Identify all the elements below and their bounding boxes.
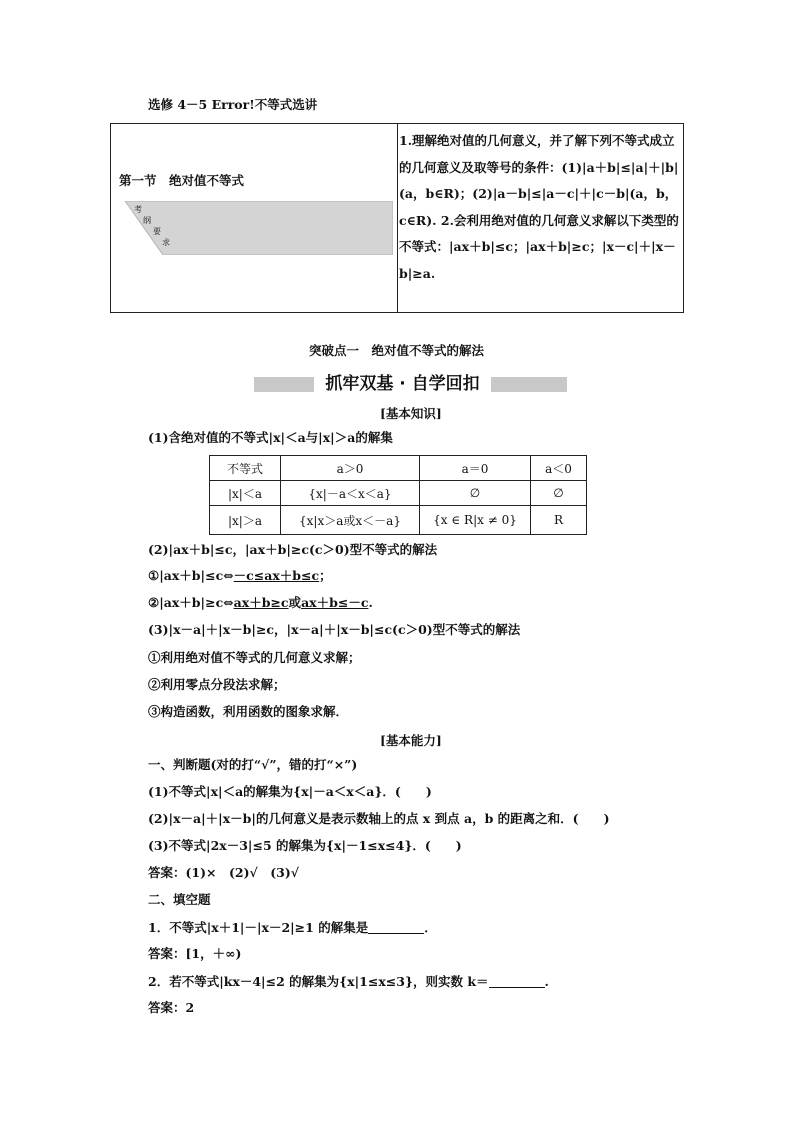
- judgment-section-title: 一、判断题(对的打“√”，错的打“×”): [148, 757, 358, 772]
- table-header-row: [210, 456, 587, 481]
- knowledge-item-3: (3)|x－a|＋|x－b|≥c，|x－a|＋|x－b|≤c(c＞0)型不等式的解法: [148, 622, 521, 637]
- fill-section-title: 二、填空题: [148, 892, 211, 907]
- item-text: ①|ax＋b|≤c⇔: [148, 568, 234, 583]
- question-text: 1．不等式|x＋1|－|x－2|≥1 的解集是: [148, 920, 369, 935]
- item-text: ②|ax＋b|≥c⇔: [148, 595, 234, 610]
- table-cell: R: [531, 506, 587, 535]
- table-cell: ∅: [531, 481, 587, 506]
- answer-blank: [489, 975, 545, 988]
- table-cell: {x|－a＜x＜a}: [281, 481, 420, 506]
- judgment-question-3: (3)不等式|2x－3|≤5 的解集为{x|－1≤x≤4}．( ): [148, 838, 462, 853]
- knowledge-item-3-1: ①利用绝对值不等式的几何意义求解；: [148, 650, 361, 665]
- table-cell: |x|＜a: [210, 481, 281, 506]
- fill-question-1: [148, 920, 437, 936]
- item-text: ；: [319, 568, 332, 583]
- banner-char: 纲: [143, 216, 151, 225]
- section-bar-title: 抓牢双基 · 自学回扣: [325, 374, 480, 394]
- question-text: ．: [424, 920, 437, 935]
- fill-answer: ax＋b≤－c: [301, 595, 369, 610]
- table-cell: ∅: [420, 481, 531, 506]
- fill-answer-2: 答案：2: [148, 1000, 195, 1015]
- knowledge-item-2-1: [148, 568, 332, 584]
- syllabus-requirements: 1.理解绝对值的几何意义，并了解下列不等式成立的几何意义及取等号的条件：(1)|a＋b|≤|a|＋|b|(a，b∈R)；(2)|a－b|≤|a－c|＋|c－b|(a，b，c∈R). 2.会利用绝对值的几何意义求解以下类型的不等式：|ax＋b|≤c；|ax＋b|≥c；|x－c|＋|x－b|≥a.: [399, 133, 679, 281]
- fill-question-2: [148, 974, 549, 990]
- judgment-question-2: (2)|x－a|＋|x－b|的几何意义是表示数轴上的点 x 到点 a，b 的距离之和．( ): [148, 811, 610, 826]
- breakthrough-title: 突破点一 绝对值不等式的解法: [309, 343, 485, 358]
- knowledge-item-3-2: ②利用零点分段法求解；: [148, 677, 286, 692]
- table-header-cell: a＜0: [531, 456, 587, 481]
- table-cell: {x ∈ R|x ≠ 0}: [420, 506, 531, 535]
- fill-answer-1: 答案：[1，＋∞): [148, 946, 242, 961]
- fill-answer: ax＋b≥c: [233, 595, 289, 610]
- basic-knowledge-heading: [基本知识]: [380, 406, 442, 421]
- item-text: 或: [288, 595, 302, 610]
- table-row: [210, 481, 587, 506]
- table-row: [210, 506, 587, 535]
- syllabus-banner: [125, 201, 393, 255]
- banner-char: 求: [162, 238, 170, 247]
- fill-answer: －c≤ax＋b≤c: [233, 568, 320, 583]
- solution-set-table: [209, 455, 587, 535]
- knowledge-item-2: (2)|ax＋b|≤c，|ax＋b|≥c(c＞0)型不等式的解法: [148, 542, 438, 557]
- box-divider: [397, 124, 398, 312]
- section-bar-left: [254, 377, 314, 392]
- basic-ability-heading: [基本能力]: [380, 733, 442, 748]
- judgment-question-1: (1)不等式|x|＜a的解集为{x|－a＜x＜a}．( ): [148, 784, 432, 799]
- table-cell: {x|x＞a或x＜－a}: [281, 506, 420, 535]
- banner-char: 考: [134, 205, 142, 214]
- answer-blank: [368, 921, 424, 934]
- knowledge-item-3-3: ③构造函数，利用函数的图象求解．: [148, 704, 349, 719]
- question-text: .: [544, 974, 549, 989]
- banner-char: 要: [153, 227, 161, 236]
- syllabus-box: [110, 123, 684, 313]
- table-cell: |x|＞a: [210, 506, 281, 535]
- table-header-cell: 不等式: [210, 456, 281, 481]
- page-title: 选修 4－5 Error!不等式选讲: [148, 97, 318, 112]
- table-header-cell: a＞0: [281, 456, 420, 481]
- section-title: 第一节 绝对值不等式: [119, 173, 245, 188]
- knowledge-item-2-2: [148, 595, 373, 611]
- table-header-cell: a＝0: [420, 456, 531, 481]
- section-bar-right: [491, 377, 567, 392]
- question-text: 2．若不等式|kx－4|≤2 的解集为{x|1≤x≤3}，则实数 k＝: [148, 974, 489, 989]
- knowledge-item-1: (1)含绝对值的不等式|x|＜a与|x|＞a的解集: [148, 430, 393, 445]
- item-text: .: [368, 595, 373, 610]
- judgment-answer: 答案：(1)× (2)√ (3)√: [148, 865, 299, 880]
